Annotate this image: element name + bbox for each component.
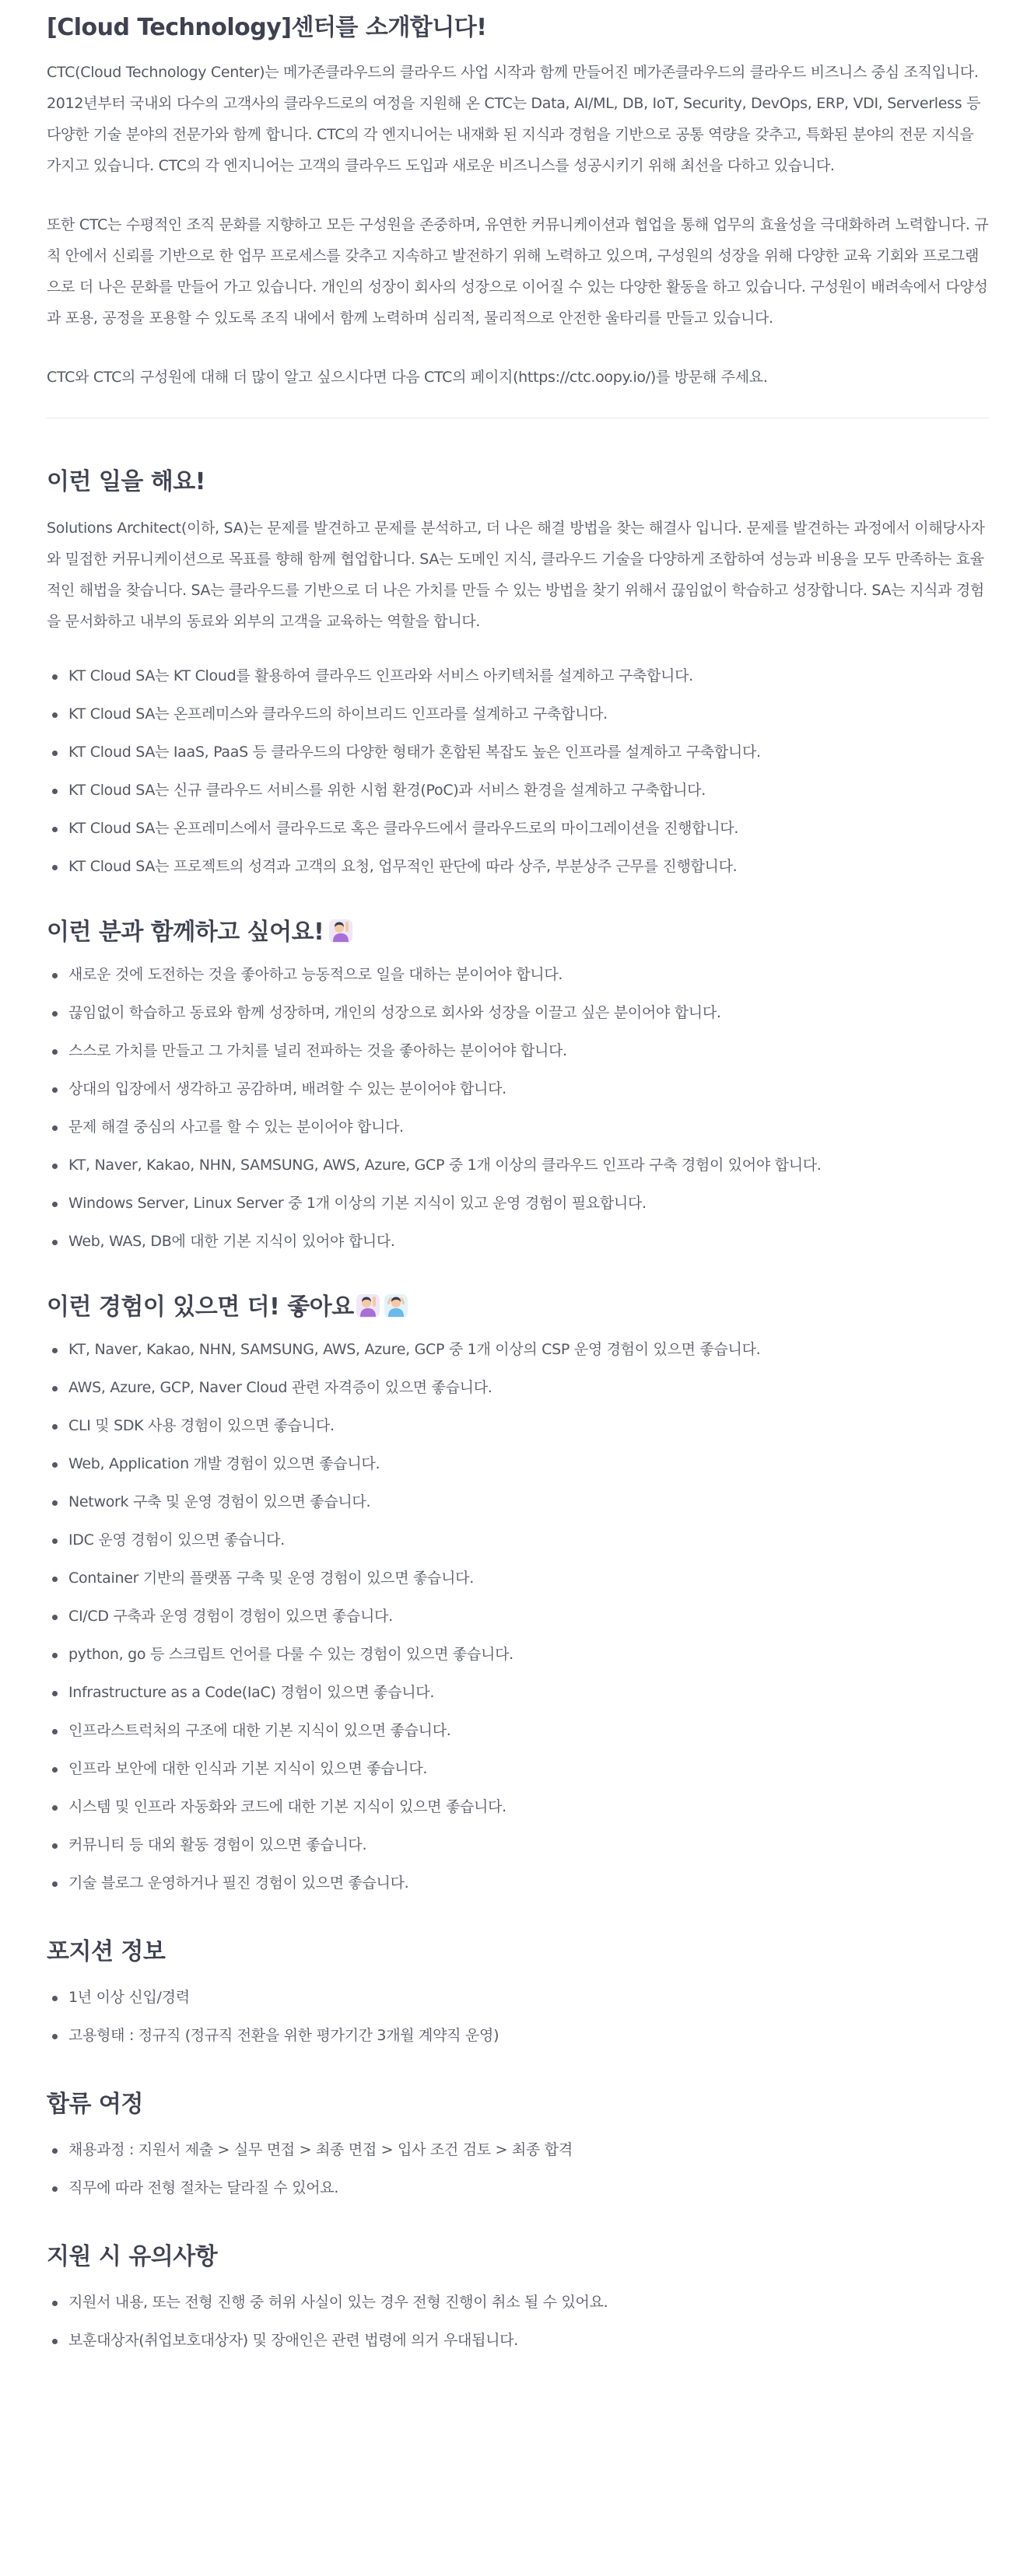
list-item: 인프라 보안에 대한 인식과 기본 지식이 있으면 좋습니다. — [47, 1750, 989, 1788]
work-paragraph: Solutions Architect(이하, SA)는 문제를 발견하고 문제를 분석하고, 더 나은 해결 방법을 찾는 해결사 입니다. 문제를 발견하는 과정에서 이해당사자와 밀접한 커뮤니케이션으로 목표를 향해 함께 협업합니다. SA는 도메인 지식, 클라우드 기술을 다양하게 조합하여 성능과 비용을 모두 만족하는 효율적인 해법을 찾습니다. SA는 클라우드를 기반으로 더 나은 가치를 만들 수 있는 방법을 찾기 위해서 끊임없이 학습하고 성장합니다. SA는 지식과 경험을 문서화하고 내부의 동료와 외부의 고객을 교육하는 역할을 합니다. — [47, 520, 985, 630]
notes-title: 지원 시 유의사항 — [47, 2243, 218, 2270]
section-want — [47, 886, 989, 1261]
intro-title: [Cloud Technology]센터를 소개합니다! — [47, 14, 487, 41]
work-list — [47, 657, 989, 886]
list-item: 끊임없이 학습하고 동료와 함께 성장하며, 개인의 성장으로 회사와 성장을 이끌고 싶은 분이어야 합니다. — [47, 994, 989, 1032]
list-item: 기술 블로그 운영하거나 필진 경험이 있으면 좋습니다. — [47, 1864, 989, 1902]
section-notes — [47, 2207, 989, 2360]
list-item: 상대의 입장에서 생각하고 공감하며, 배려할 수 있는 분이어야 합니다. — [47, 1070, 989, 1108]
list-item: 채용과정 : 지원서 제출 > 실무 면접 > 최종 면접 > 입사 조건 검토 > 최종 합격 — [47, 2131, 989, 2169]
want-list — [47, 956, 989, 1261]
section-process — [47, 2055, 989, 2207]
intro-paragraph-1: CTC(Cloud Technology Center)는 메가존클라우드의 클라우드 사업 시작과 함께 만들어진 메가존클라우드의 클라우드 비즈니스 중심 조직입니다. 2012년부터 국내외 다수의 고객사의 클라우드로의 여정을 지원해 온 CTC는 Data, AI/ML, DB, IoT, Security, DevOps, ERP, VDI, Serverless 등 다양한 기술 분야의 전문가와 함께 합니다. CTC의 각 엔지니어는 내재화 된 지식과 경험을 기반으로 공통 역량을 갖추고, 특화된 분야의 전문 지식을 가지고 있습니다. CTC의 각 엔지니어는 고객의 클라우드 도입과 새로운 비즈니스를 성공시키기 위해 최선을 다하고 있습니다. — [47, 64, 981, 174]
list-item: KT, Naver, Kakao, NHN, SAMSUNG, AWS, Azure, GCP 중 1개 이상의 CSP 운영 경험이 있으면 좋습니다. — [47, 1331, 989, 1369]
list-item: Web, WAS, DB에 대한 기본 지식이 있어야 합니다. — [47, 1223, 989, 1261]
list-item: Web, Application 개발 경험이 있으면 좋습니다. — [47, 1445, 989, 1483]
list-item: Windows Server, Linux Server 중 1개 이상의 기본 지식이 있고 운영 경험이 필요합니다. — [47, 1185, 989, 1223]
process-title: 합류 여정 — [47, 2091, 143, 2118]
list-item: IDC 운영 경험이 있으면 좋습니다. — [47, 1521, 989, 1559]
list-item: CI/CD 구축과 운영 경험이 경험이 있으면 좋습니다. — [47, 1598, 989, 1636]
list-item: AWS, Azure, GCP, Naver Cloud 관련 자격증이 있으면 좋습니다. — [47, 1369, 989, 1407]
process-list — [47, 2131, 989, 2207]
list-item: 커뮤니티 등 대외 활동 경험이 있으면 좋습니다. — [47, 1826, 989, 1864]
list-item: 보훈대상자(취업보호대상자) 및 장애인은 관련 법령에 의거 우대됩니다. — [47, 2322, 989, 2360]
list-item: KT Cloud SA는 온프레미스와 클라우드의 하이브리드 인프라를 설계하고 구축합니다. — [47, 695, 989, 733]
list-item: 고용형태 : 정규직 (정규직 전환을 위한 평가기간 3개월 계약직 운영) — [47, 2017, 989, 2055]
list-item: 새로운 것에 도전하는 것을 좋아하고 능동적으로 일을 대하는 분이어야 합니다. — [47, 956, 989, 994]
person-gesturing-ok-icon — [384, 1293, 408, 1318]
person-raising-hand-icon — [328, 919, 353, 943]
list-item: Infrastructure as a Code(IaC) 경험이 있으면 좋습니다. — [47, 1674, 989, 1712]
position-list — [47, 1979, 989, 2055]
notes-list — [47, 2284, 989, 2360]
list-item: 직무에 따라 전형 절차는 달라질 수 있어요. — [47, 2169, 989, 2207]
list-item: KT Cloud SA는 IaaS, PaaS 등 클라우드의 다양한 형태가 혼합된 복잡도 높은 인프라를 설계하고 구축합니다. — [47, 733, 989, 772]
section-preferred — [47, 1261, 989, 1902]
list-item: 지원서 내용, 또는 전형 진행 중 허위 사실이 있는 경우 전형 진행이 취소 될 수 있어요. — [47, 2284, 989, 2322]
list-item: 시스템 및 인프라 자동화와 코드에 대한 기본 지식이 있으면 좋습니다. — [47, 1788, 989, 1826]
list-item: KT Cloud SA는 프로젝트의 성격과 고객의 요청, 업무적인 판단에 따라 상주, 부분상주 근무를 진행합니다. — [47, 848, 989, 886]
list-item: 인프라스트럭처의 구조에 대한 기본 지식이 있으면 좋습니다. — [47, 1712, 989, 1750]
list-item: Container 기반의 플랫폼 구축 및 운영 경험이 있으면 좋습니다. — [47, 1559, 989, 1598]
preferred-heading — [47, 1292, 989, 1323]
section-position — [47, 1902, 989, 2055]
list-item: KT Cloud SA는 신규 클라우드 서비스를 위한 시험 환경(PoC)과 서비스 환경을 설계하고 구축합니다. — [47, 772, 989, 810]
person-raising-hand-icon — [356, 1293, 380, 1318]
list-item: KT, Naver, Kakao, NHN, SAMSUNG, AWS, Azure, GCP 중 1개 이상의 클라우드 인프라 구축 경험이 있어야 합니다. — [47, 1146, 989, 1185]
list-item: KT Cloud SA는 KT Cloud를 활용하여 클라우드 인프라와 서비스 아키텍처를 설계하고 구축합니다. — [47, 657, 989, 695]
list-item: 1년 이상 신입/경력 — [47, 1979, 989, 2017]
list-item: 문제 해결 중심의 사고를 할 수 있는 분이어야 합니다. — [47, 1108, 989, 1146]
want-heading — [47, 917, 989, 948]
preferred-title: 이런 경험이 있으면 더! 좋아요 — [47, 1293, 354, 1321]
preferred-list — [47, 1331, 989, 1902]
section-work — [47, 418, 989, 886]
list-item: KT Cloud SA는 온프레미스에서 클라우드로 혹은 클라우드에서 클라우드로의 마이그레이션을 진행합니다. — [47, 810, 989, 848]
list-item: CLI 및 SDK 사용 경험이 있으면 좋습니다. — [47, 1407, 989, 1445]
list-item: python, go 등 스크립트 언어를 다룰 수 있는 경험이 있으면 좋습니다. — [47, 1636, 989, 1674]
want-title: 이런 분과 함께하고 싶어요! — [47, 919, 324, 946]
list-item: Network 구축 및 운영 경험이 있으면 좋습니다. — [47, 1483, 989, 1521]
section-intro — [47, 0, 989, 393]
position-title: 포지션 정보 — [47, 1938, 166, 1965]
work-title: 이런 일을 해요! — [47, 468, 205, 495]
intro-paragraph-2: 또한 CTC는 수평적인 조직 문화를 지향하고 모든 구성원을 존중하며, 유연한 커뮤니케이션과 협업을 통해 업무의 효율성을 극대화하려 노력합니다. 규칙 안에서 신뢰를 기반으로 한 업무 프로세스를 갖추고 지속하고 발전하기 위해 노력하고 있으며, 구성원의 성장을 위해 다양한 교육 기회와 프로그램으로 더 나은 문화를 만들어 가고 있습니다. 개인의 성장이 회사의 성장으로 이어질 수 있는 다양한 활동을 하고 있습니다. 구성원이 배려속에서 다양성과 포용, 공정을 포용할 수 있도록 조직 내에서 함께 노력하며 심리적, 물리적으로 안전한 울타리를 만들고 있습니다. — [47, 216, 989, 327]
intro-paragraph-3: CTC와 CTC의 구성원에 대해 더 많이 알고 싶으시다면 다음 CTC의 페이지(https://ctc.oopy.io/)를 방문해 주세요. — [47, 369, 768, 386]
list-item: 스스로 가치를 만들고 그 가치를 널리 전파하는 것을 좋아하는 분이어야 합니다. — [47, 1032, 989, 1070]
